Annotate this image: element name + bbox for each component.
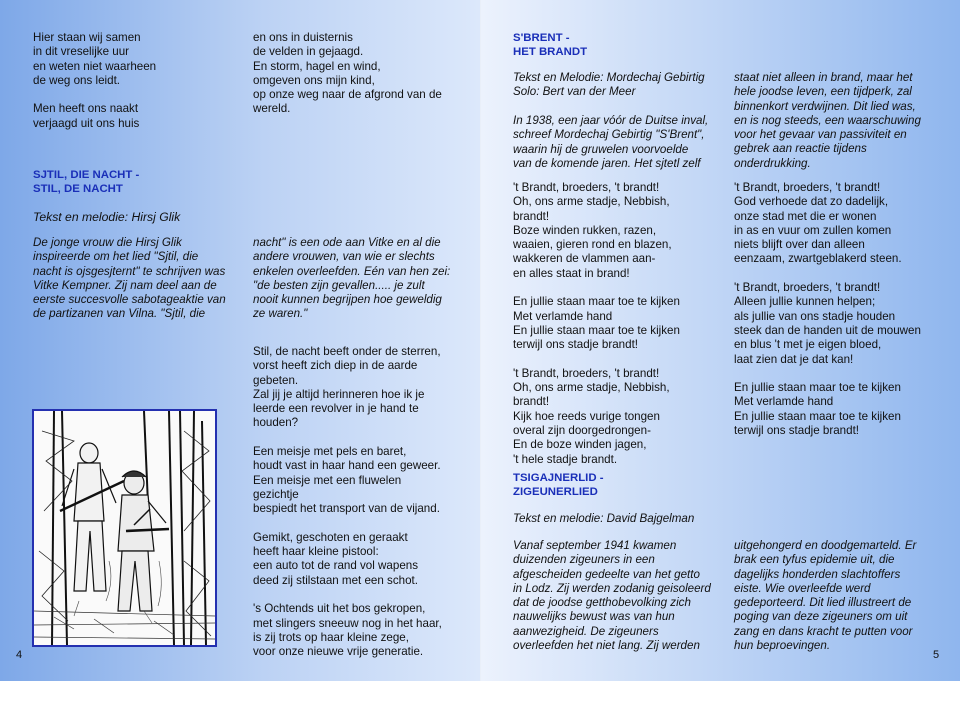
poem-part1-col1: Hier staan wij samen in dit vreselijke uur en weten niet waarheen de weg ons leidt. Men heeft ons naakt verjaagd uit ons huis xyxy=(33,31,157,130)
tsigajnerlid-intro-col2: uitgehongerd en doodgemarteld. Er brak een tyfus epidemie uit, die dagelijks honderden slachtoffers eiste. Wie overleefde werd gedeporteerd. Dit lied illustreert de poging van deze zigeuners om uit zang en dans kracht te putten voor hun beproevingen. xyxy=(734,539,917,653)
bottom-margin xyxy=(0,681,960,720)
song-credits-sbrent: Tekst en Melodie: Mordechaj Gebirtig Solo: Bert van der Meer xyxy=(513,71,705,99)
intro-col1: De jonge vrouw die Hirsj Glik inspireerde om het lied "Sjtil, die nacht is ojsgesjternt" te schrijven was Vitke Kempner. Zij nam deel aan de eerste succesvolle sabotageaktie van de partizanen van Vilna. "Sjtil, die xyxy=(33,236,226,321)
intro-col2: nacht" is een ode aan Vitke en al die andere vrouwen, van wie er slechts enkelen overleefden. Eén van hen zei: "de besten zijn gevallen..... je zult nooit kunnen begrijpen hoe geweldig ze waren." xyxy=(253,236,451,321)
song-title-tsigajnerlid: TSIGAJNERLID - ZIGEUNERLIED xyxy=(513,472,604,498)
page-number-right: 5 xyxy=(933,649,940,661)
partisan-illustration xyxy=(32,409,217,647)
tsigajnerlid-intro-col1: Vanaf september 1941 kwamen duizenden zigeuners in een afgescheiden gedeelte van het getto in Lodz. Zij werden zodanig geisoleerd dat de joodse getthobevolking zich nauwelijks bewust was van hun aanwezigheid. De zigeuners overleefden het niet lang. Zij werden xyxy=(513,539,711,653)
sbrent-lyrics-col2: 't Brandt, broeders, 't brandt! God verhoede dat zo dadelijk, onze stad met die er wonen in as en vuur om zullen komen niets blijft over dan alleen eenzaam, zwartgeblakerd steen. 't Brandt, broeders, 't brandt! Alleen jullie kunnen helpen; als jullie van ons stadje houden steek dan de handen uit de mouwen en blus 't met je eigen bloed, laat zien dat je dat kan! En jullie staan maar toe te kijken Met verlamde hand En jullie staan maar toe te kijken terwijl ons stadje brandt! xyxy=(734,181,921,438)
left-page xyxy=(0,0,480,681)
partisan-drawing xyxy=(34,411,215,645)
lyrics-sjtil: Stil, de nacht beeft onder de sterren, vorst heeft zich diep in de aarde gebeten. Zal jij je altijd herinneren hoe ik je leerde een revolver in je hand te houden? Een meisje met pels en baret, houdt vast in haar hand een geweer. Een meisje met een fluwelen gezichtje bespiedt het transport van de vijand. Gemikt, geschoten en geraakt heeft haar kleine pistool: een auto tot de rand vol wapens deed zij stilstaan met een schot. 's Ochtends uit het bos gekropen, met slingers sneeuw nog in het haar, is zij trots op haar kleine zege, voor onze nieuwe vrije generatie. xyxy=(253,345,442,659)
song-credits-tsigajnerlid: Tekst en melodie: David Bajgelman xyxy=(513,512,695,525)
poem-part1-col2: en ons in duisternis de velden in gejaagd. En storm, hagel en wind, omgeven ons mijn kind, op onze weg naar de afgrond van de wereld. xyxy=(253,31,442,116)
sbrent-lyrics-col1: 't Brandt, broeders, 't brandt! Oh, ons arme stadje, Nebbish, brandt! Boze winden rukken, razen, waaien, gieren rond en blazen, wakkeren de vlammen aan- en alles staat in brand! En jullie staan maar toe te kijken Met verlamde hand En jullie staan maar toe te kijken terwijl ons stadje brandt! 't Brandt, broeders, 't brandt! Oh, ons arme stadje, Nebbish, brandt! Kijk hoe reeds vurige tongen overal zijn doorgedrongen- En de boze winden jagen, 't hele stadje brandt. xyxy=(513,181,680,466)
song-title-sjtil: SJTIL, DIE NACHT - STIL, DE NACHT xyxy=(33,169,140,195)
right-page xyxy=(481,0,960,681)
song-title-sbrent: S'BRENT - HET BRANDT xyxy=(513,32,588,58)
page-number-left: 4 xyxy=(16,649,23,661)
sbrent-intro-col2: staat niet alleen in brand, maar het hele joodse leven, een tijdperk, zal binnenkort verdwijnen. Dit lied was, en is nog steeds, een waarschuwing voor het gevaar van passiviteit en gebrek aan reactie tijdens onderdrukking. xyxy=(734,71,921,170)
sbrent-intro-col1: In 1938, een jaar vóór de Duitse inval, schreef Mordechaj Gebirtig "S'Brent", waarin hij de gruwelen voorvoelde van de komende jaren. Het sjtetl zelf xyxy=(513,114,709,170)
song-credits-sjtil: Tekst en melodie: Hirsj Glik xyxy=(33,210,181,224)
